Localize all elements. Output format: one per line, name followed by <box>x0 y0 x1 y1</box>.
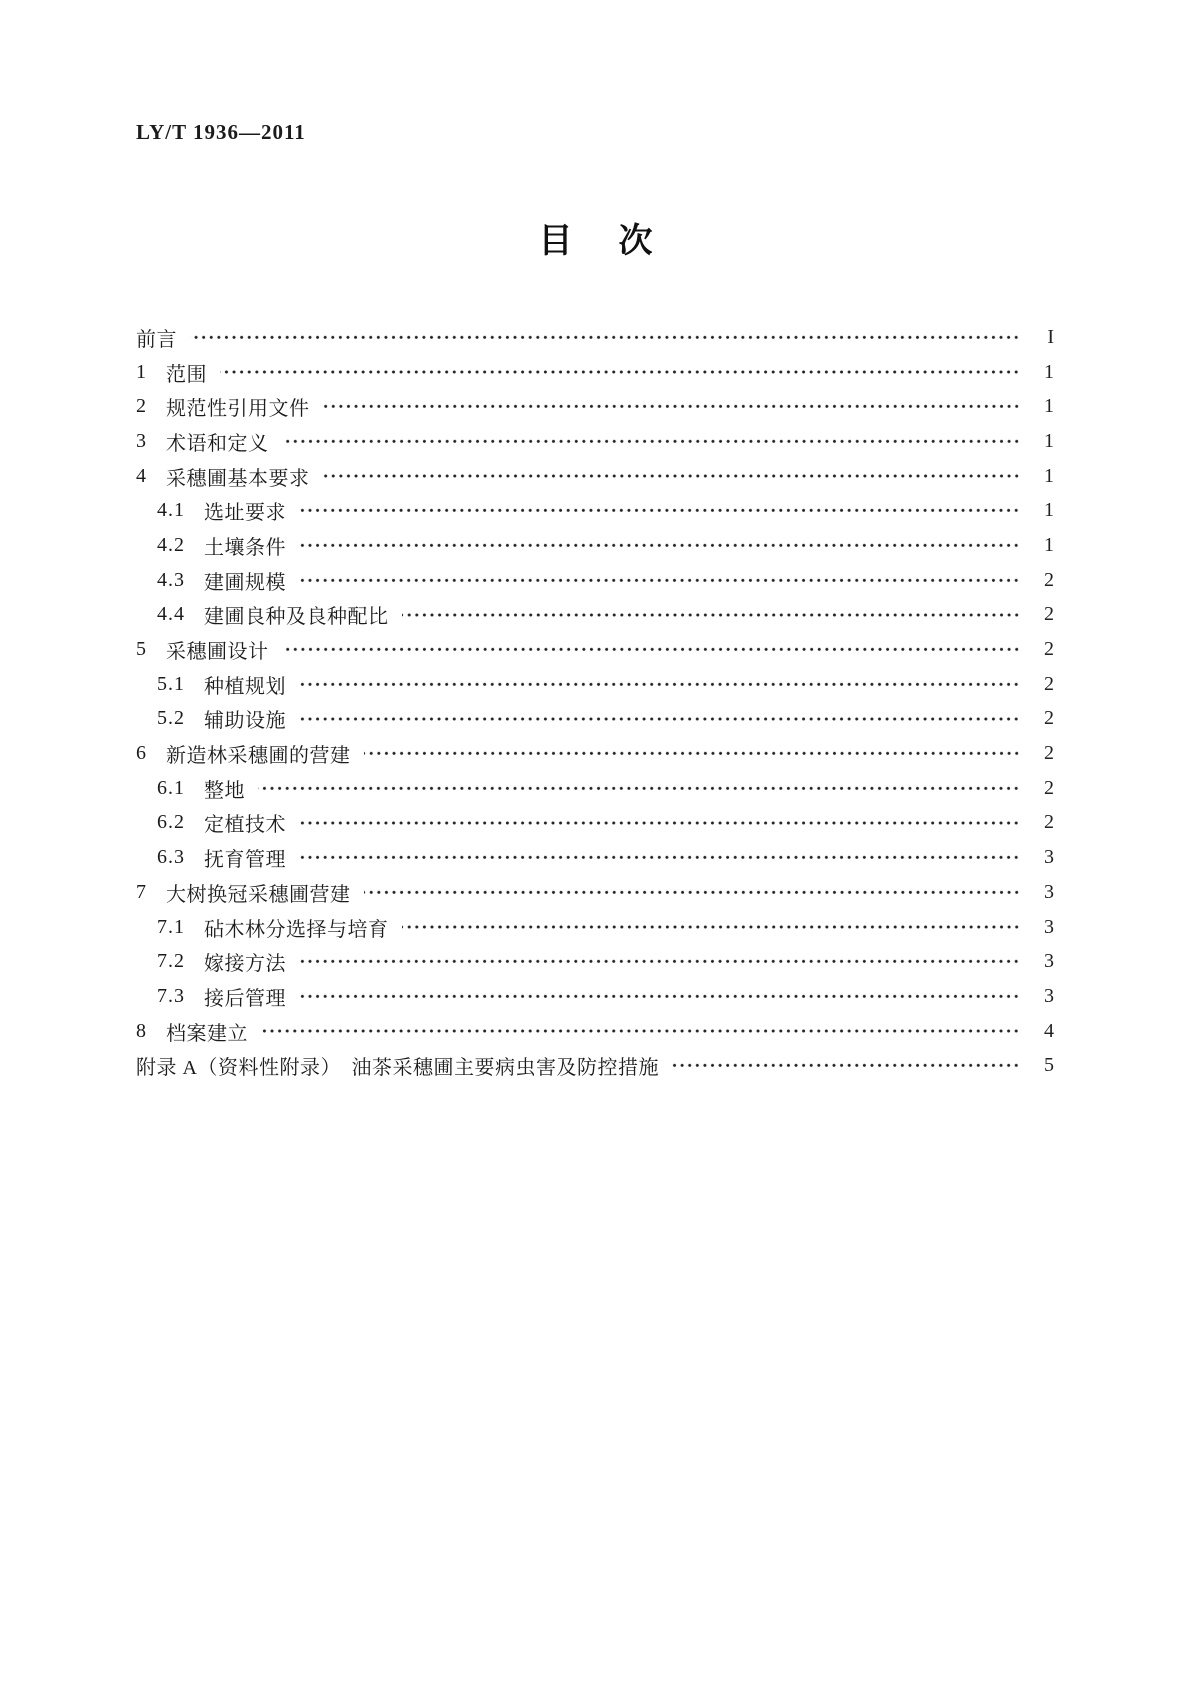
toc-entry <box>136 632 1054 667</box>
toc-entry <box>136 459 1054 494</box>
toc-entry-page: 2 <box>1044 811 1054 834</box>
toc-leader-dots <box>299 806 1020 841</box>
toc-entry <box>136 875 1054 910</box>
toc-entry <box>136 355 1054 390</box>
toc-entry-label: 采穗圃设计 <box>166 641 269 664</box>
toc-entry-number: 6.1 <box>157 776 185 799</box>
toc-entry <box>136 1014 1054 1049</box>
toc-entry <box>136 424 1054 459</box>
toc-entry-label: 整地 <box>204 779 245 802</box>
toc-entry-page: 1 <box>1044 360 1054 383</box>
toc-entry-label: 术语和定义 <box>166 432 269 455</box>
toc-entry-page: 3 <box>1044 880 1054 903</box>
toc-entry-number: 2 <box>136 395 147 418</box>
toc-entry-number: 4.2 <box>157 533 185 556</box>
toc-entry-page: 2 <box>1044 638 1054 661</box>
toc-entry-label: 采穗圃基本要求 <box>166 467 310 490</box>
toc-entry-page: 3 <box>1044 846 1054 869</box>
toc-leader-dots <box>402 598 1021 633</box>
toc-entry-label: 范围 <box>166 363 207 386</box>
toc-entry-label: 大树换冠采穗圃营建 <box>166 883 351 906</box>
toc-leader-dots <box>282 632 1021 667</box>
toc-leader-dots <box>299 563 1020 598</box>
toc-leader-dots <box>261 1014 1020 1049</box>
toc-entry-number: 8 <box>136 1019 147 1042</box>
table-of-contents <box>136 320 1054 1083</box>
toc-entry-number: 6 <box>136 742 147 765</box>
toc-entry-page: 2 <box>1044 776 1054 799</box>
toc-entry-page: I <box>1047 325 1054 348</box>
toc-entry-page: 3 <box>1044 950 1054 973</box>
toc-entry-label: 辅助设施 <box>204 710 286 733</box>
toc-entry-label: 种植规划 <box>204 675 286 698</box>
toc-entry <box>136 493 1054 528</box>
toc-entry-label: 嫁接方法 <box>204 953 286 976</box>
toc-entry-number: 5 <box>136 638 147 661</box>
toc-entry-page: 5 <box>1044 1054 1054 1077</box>
toc-entry-label: 附录 A（资料性附录） 油茶采穗圃主要病虫害及防控措施 <box>136 1057 659 1080</box>
toc-leader-dots <box>299 528 1020 563</box>
toc-entry-label: 建圃规模 <box>204 571 286 594</box>
toc-leader-dots <box>323 459 1021 494</box>
page-title <box>0 224 1191 258</box>
toc-entry <box>136 944 1054 979</box>
toc-entry-page: 2 <box>1044 603 1054 626</box>
toc-entry-label: 土壤条件 <box>204 536 286 559</box>
toc-entry <box>136 528 1054 563</box>
toc-entry <box>136 320 1054 355</box>
toc-entry-number: 7.2 <box>157 950 185 973</box>
toc-leader-dots <box>282 424 1021 459</box>
toc-leader-dots <box>299 840 1020 875</box>
toc-entry <box>136 736 1054 771</box>
toc-leader-dots <box>299 979 1020 1014</box>
toc-entry-number: 4.3 <box>157 568 185 591</box>
toc-leader-dots <box>364 736 1021 771</box>
toc-entry-number: 7 <box>136 880 147 903</box>
toc-entry-label: 砧木林分选择与培育 <box>204 918 389 941</box>
toc-entry-number: 5.2 <box>157 707 185 730</box>
toc-leader-dots <box>220 355 1020 390</box>
toc-entry-label: 档案建立 <box>166 1022 248 1045</box>
toc-entry-label: 接后管理 <box>204 987 286 1010</box>
toc-entry-label: 定植技术 <box>204 814 286 837</box>
toc-entry <box>136 840 1054 875</box>
page-title-char-1: 目 <box>538 222 573 260</box>
toc-entry-page: 3 <box>1044 915 1054 938</box>
toc-entry <box>136 771 1054 806</box>
toc-leader-dots <box>299 944 1020 979</box>
toc-entry <box>136 910 1054 945</box>
toc-entry-page: 2 <box>1044 742 1054 765</box>
toc-entry <box>136 979 1054 1014</box>
toc-entry-number: 4.4 <box>157 603 185 626</box>
toc-entry-page: 1 <box>1044 533 1054 556</box>
toc-entry-number: 4 <box>136 464 147 487</box>
toc-entry-page: 4 <box>1044 1019 1054 1042</box>
toc-entry <box>136 806 1054 841</box>
toc-entry-label: 规范性引用文件 <box>166 398 310 421</box>
toc-leader-dots <box>190 320 1020 355</box>
toc-leader-dots <box>672 1048 1020 1083</box>
toc-entry-label: 选址要求 <box>204 502 286 525</box>
toc-entry-page: 2 <box>1044 707 1054 730</box>
toc-entry-number: 7.3 <box>157 984 185 1007</box>
toc-entry-number: 5.1 <box>157 672 185 695</box>
toc-entry-label: 抚育管理 <box>204 849 286 872</box>
toc-entry <box>136 563 1054 598</box>
toc-entry-label: 前言 <box>136 328 177 351</box>
toc-leader-dots <box>402 910 1021 945</box>
toc-entry-label: 新造林采穗圃的营建 <box>166 745 351 768</box>
toc-entry-page: 1 <box>1044 429 1054 452</box>
toc-entry-number: 7.1 <box>157 915 185 938</box>
toc-entry-number: 6.3 <box>157 846 185 869</box>
toc-entry-number: 4.1 <box>157 499 185 522</box>
toc-entry-number: 6.2 <box>157 811 185 834</box>
toc-leader-dots <box>299 493 1020 528</box>
toc-leader-dots <box>299 667 1020 702</box>
toc-leader-dots <box>258 771 1020 806</box>
toc-entry <box>136 1048 1054 1083</box>
toc-entry-page: 2 <box>1044 672 1054 695</box>
toc-leader-dots <box>299 702 1020 737</box>
toc-entry <box>136 598 1054 633</box>
toc-entry-page: 3 <box>1044 984 1054 1007</box>
toc-entry <box>136 667 1054 702</box>
standard-number: LY/T 1936—2011 <box>136 120 306 144</box>
toc-entry-page: 1 <box>1044 464 1054 487</box>
toc-leader-dots <box>323 389 1021 424</box>
toc-entry-page: 1 <box>1044 499 1054 522</box>
toc-entry-label: 建圃良种及良种配比 <box>204 606 389 629</box>
toc-leader-dots <box>364 875 1021 910</box>
toc-entry <box>136 702 1054 737</box>
toc-entry-page: 2 <box>1044 568 1054 591</box>
page-title-char-2: 次 <box>618 222 653 260</box>
toc-entry-page: 1 <box>1044 395 1054 418</box>
toc-entry-number: 3 <box>136 429 147 452</box>
toc-entry <box>136 389 1054 424</box>
toc-entry-number: 1 <box>136 360 147 383</box>
